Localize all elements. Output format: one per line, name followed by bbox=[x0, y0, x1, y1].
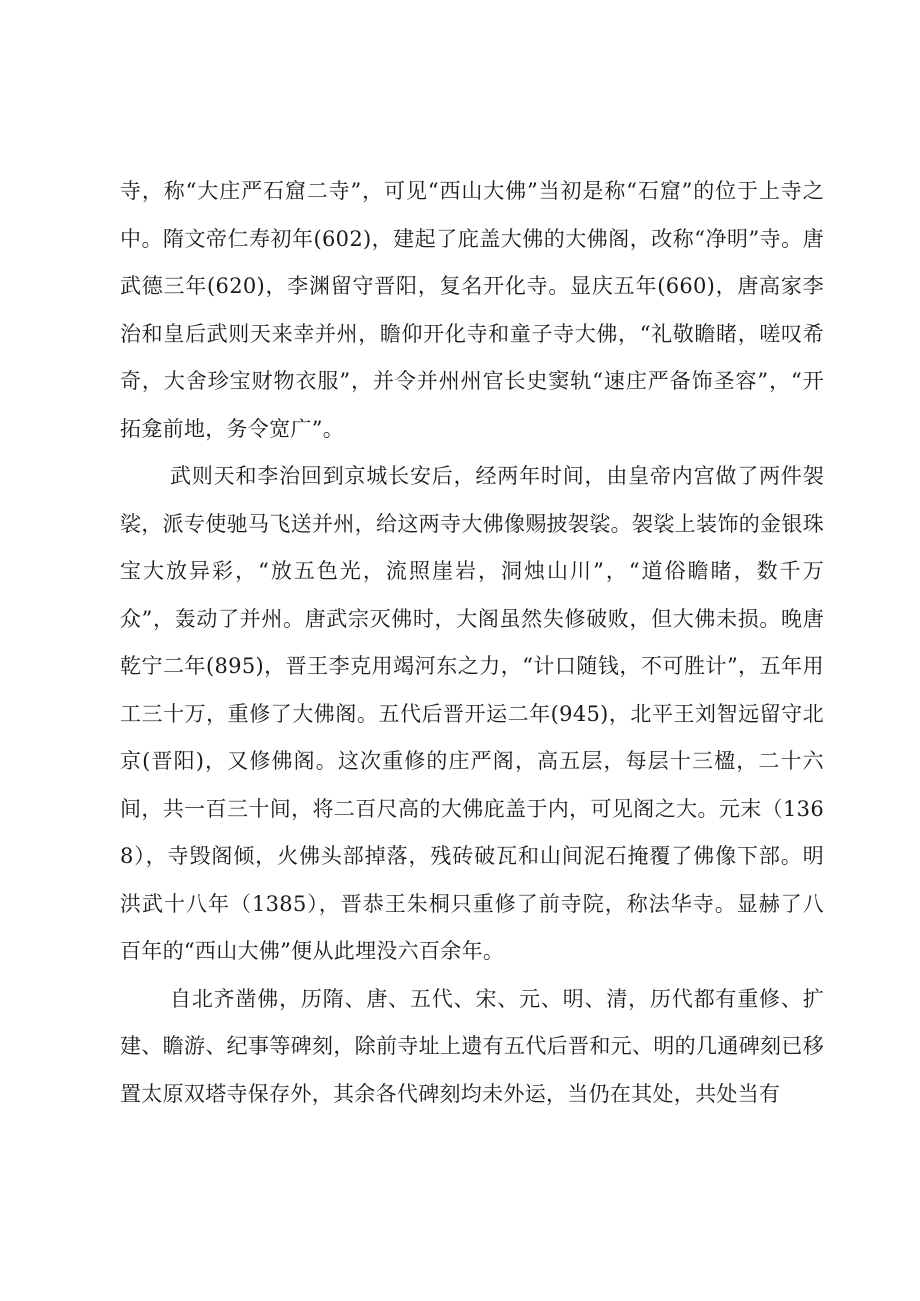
document-body bbox=[120, 168, 824, 1118]
paragraph-3: 自北齐凿佛，历隋、唐、五代、宋、元、明、清，历代都有重修、扩建、瞻游、纪事等碑刻，除前寺址上遗有五代后晋和元、明的几通碑刻已移置太原双塔寺保存外，其余各代碑刻均未外运，当仍在其处，共处当有 bbox=[120, 986, 824, 1106]
paragraph-1: 寺，称“大庄严石窟二寺”，可见“西山大佛”当初是称“石窟”的位于上寺之中。隋文帝仁寿初年(602)，建起了庇盖大佛的大佛阁，改称“净明”寺。唐武德三年(620)，李渊留守晋阳，复名开化寺。显庆五年(660)，唐高家李治和皇后武则天来幸并州，瞻仰开化寺和童子寺大佛，“礼敬瞻睹，嗟叹希奇，大舍珍宝财物衣服”，并令并州州官长史窦轨“速庄严备饰圣容”，“开拓龛前地，务令宽广”。 bbox=[120, 179, 824, 441]
paragraph-2: 武则天和李治回到京城长安后，经两年时间，由皇帝内宫做了两件袈裟，派专使驰马飞送并州，给这两寺大佛像赐披袈裟。袈裟上装饰的金银珠宝大放异彩，“放五色光，流照崖岩，洞烛山川”，“道俗瞻睹，数千万众”，轰动了并州。唐武宗灭佛时，大阁虽然失修破败，但大佛未损。晚唐乾宁二年(895)，晋王李克用竭河东之力，“计口随钱，不可胜计”，五年用工三十万，重修了大佛阁。五代后晋开运二年(945)，北平王刘智远留守北京(晋阳)，又修佛阁。这次重修的庄严阁，高五层，每层十三楹，二十六间，共一百三十间，将二百尺高的大佛庇盖于内，可见阁之大。元末（1368），寺毁阁倾，火佛头部掉落，残砖破瓦和山间泥石掩覆了佛像下部。明洪武十八年（1385），晋恭王朱桐只重修了前寺院，称法华寺。显赫了八百年的“西山大佛”便从此埋没六百余年。 bbox=[120, 464, 824, 963]
